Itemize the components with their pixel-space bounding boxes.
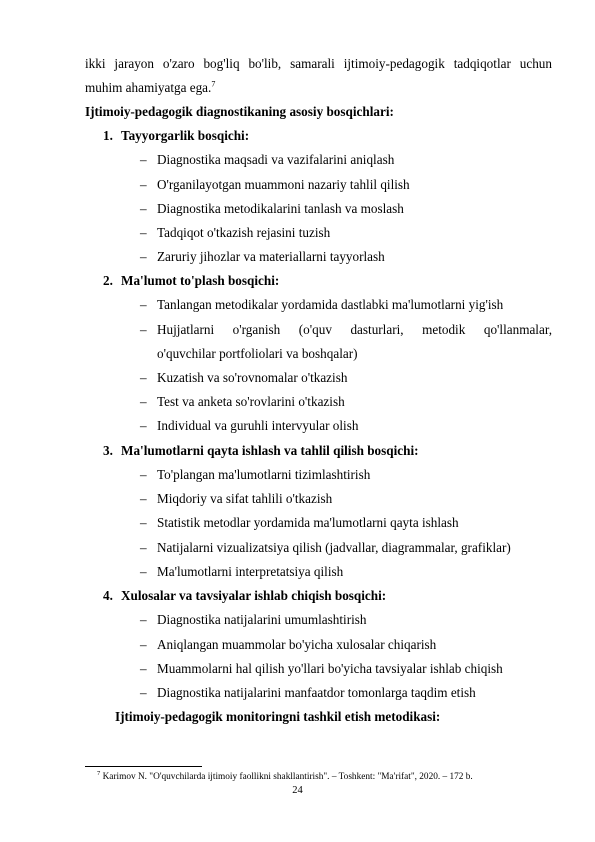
list-item-wrapped: Hujjatlarni o'rganish (o'quv dasturlari, metodik qo'llanmalar, [157, 322, 552, 337]
list-item: To'plangan ma'lumotlarni tizimlashtirish [157, 467, 371, 482]
bullet-dash: – [140, 540, 147, 555]
bullet-dash: – [140, 297, 147, 312]
bullet-dash: – [140, 225, 147, 240]
stage-3-title: Ma'lumotlarni qayta ishlash va tahlil qilish bosqichi: [121, 443, 419, 458]
bullet-dash: – [140, 249, 147, 264]
list-item: Individual va guruhli intervyular olish [157, 418, 359, 433]
bullet-dash: – [140, 637, 147, 652]
bullet-dash: – [140, 467, 147, 482]
list-item: Diagnostika natijalarini umumlashtirish [157, 612, 367, 627]
stage-1-number: 1. [103, 128, 113, 143]
intro-line-2 [85, 80, 215, 96]
footnote-text: Karimov N. "O'quvchilarda ijtimoiy faollikni shakllantirish". – Toshkent: "Ma'rifat", 2020. – 172 b. [102, 772, 473, 782]
list-item: Kuzatish va so'rovnomalar o'tkazish [157, 370, 348, 385]
list-item: Muammolarni hal qilish yo'llari bo'yicha tavsiyalar ishlab chiqish [157, 661, 503, 676]
list-item: Natijalarni vizualizatsiya qilish (jadvallar, diagrammalar, grafiklar) [157, 540, 511, 555]
list-item: Aniqlangan muammolar bo'yicha xulosalar chiqarish [157, 637, 437, 652]
bullet-dash: – [140, 152, 147, 167]
stage-3-number: 3. [103, 443, 113, 458]
bullet-dash: – [140, 177, 147, 192]
list-item: O'rganilayotgan muammoni nazariy tahlil qilish [157, 177, 410, 192]
subheading: Ijtimoiy-pedagogik monitoringni tashkil etish metodikasi: [115, 709, 441, 724]
list-item: Diagnostika metodikalarini tanlash va moslash [157, 201, 404, 216]
bullet-dash: – [140, 201, 147, 216]
bullet-dash: – [140, 564, 147, 579]
list-item: Statistik metodlar yordamida ma'lumotlarni qayta ishlash [157, 515, 459, 530]
bullet-dash: – [140, 612, 147, 627]
intro-line-1 [85, 56, 552, 72]
list-item-continuation: o'quvchilar portfoliolari va boshqalar) [157, 346, 358, 361]
page-number: 24 [292, 785, 303, 796]
bullet-dash: – [140, 370, 147, 385]
list-item: Diagnostika maqsadi va vazifalarini aniqlash [157, 152, 395, 167]
list-item: Diagnostika natijalarini manfaatdor tomonlarga taqdim etish [157, 685, 476, 700]
footnote [97, 771, 473, 783]
footnote-divider [85, 766, 202, 767]
stage-2-title: Ma'lumot to'plash bosqichi: [121, 273, 280, 288]
list-item: Miqdoriy va sifat tahlili o'tkazish [157, 491, 333, 506]
footnote-number: 7 [97, 769, 101, 777]
bullet-dash: – [140, 322, 147, 337]
list-item: Zaruriy jihozlar va materiallarni tayyorlash [157, 249, 385, 264]
bullet-dash: – [140, 515, 147, 530]
list-item: Tanlangan metodikalar yordamida dastlabki ma'lumotlarni yig'ish [157, 297, 504, 312]
stage-2-number: 2. [103, 273, 113, 288]
stage-1-title: Tayyorgarlik bosqichi: [121, 128, 250, 143]
bullet-dash: – [140, 661, 147, 676]
list-item: Ma'lumotlarni interpretatsiya qilish [157, 564, 344, 579]
footnote-reference[interactable]: 7 [211, 79, 216, 89]
bullet-dash: – [140, 491, 147, 506]
intro-line-2-text: muhim ahamiyatga ega. [85, 80, 212, 95]
list-item: Tadqiqot o'tkazish rejasini tuzish [157, 225, 331, 240]
stage-4-number: 4. [103, 588, 113, 603]
bullet-dash: – [140, 394, 147, 409]
stage-4-title: Xulosalar va tavsiyalar ishlab chiqish bosqichi: [121, 588, 387, 603]
bullet-dash: – [140, 418, 147, 433]
list-item: Test va anketa so'rovlarini o'tkazish [157, 394, 345, 409]
section-heading: Ijtimoiy-pedagogik diagnostikaning asosiy bosqichlari: [85, 104, 394, 119]
bullet-dash: – [140, 685, 147, 700]
intro-line-1-text: ikki jarayon o'zaro bog'liq bo'lib, samarali ijtimoiy-pedagogik tadqiqotlar uchun [85, 56, 552, 71]
